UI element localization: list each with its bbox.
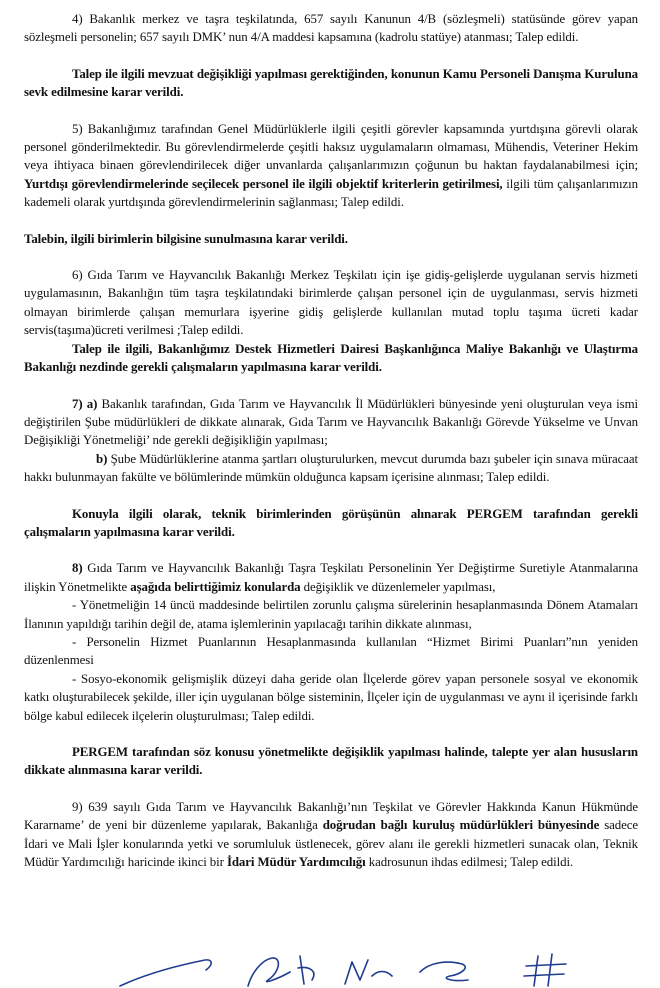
document-page — [24, 10, 638, 871]
item-9-bold-1: doğrudan bağlı kuruluş müdürlükleri bünyesinde — [322, 818, 600, 833]
signature-5 — [524, 954, 566, 986]
item-8-decision: PERGEM tarafından söz konusu yönetmelikte değişiklik yapılması halinde, talepte yer alan hususların dikkate alınmasına karar verildi. — [24, 745, 638, 778]
item-9-text-after: kadrosunun ihdas edilmesi; Talep edildi. — [365, 855, 574, 870]
signature-4 — [420, 962, 468, 980]
item-8-bullet: - Yönetmeliğin 14 üncü maddesinde belirtilen zorunlu çalışma sürelerinin hesaplanmasında Dönem Atamaları İlanının yapıldığı tarihin değil de, atama işlemlerinin yapılacağı tarihin dikkate alınması, — [24, 598, 638, 631]
item-8-intro-bold: aşağıda belirttiğimiz konularda — [130, 579, 301, 594]
item-9-bold-2: İdari Müdür Yardımcılığı — [226, 855, 366, 870]
item-9-text-before: 9) 639 sayılı Gıda Tarım ve Hayvancılık Bakanlığı’nın Teşkilat ve Görevler Hakkında Kanun Hükmünde Kararname’ de yeni bir düzenleme yapılarak, Bakanlığa — [24, 799, 638, 833]
item-6-request: 6) Gıda Tarım ve Hayvancılık Bakanlığı Merkez Teşkilatı için işe gidiş-gelişlerde uygulanan servis hizmeti uygulamasının, Bakanlığın tüm taşra teşkilatındaki birimlerde çalışan personel için de uygulanması, servis hizmeti olmayan birimlerde çalışan memurlara işyerine gidiş gelişlerde kullanılan mutad toplu taşıma ücreti kadar servis(taşıma)ücreti verilmesi ;Talep edildi. — [24, 268, 638, 338]
signature-2 — [248, 956, 314, 986]
item-6-decision: Talep ile ilgili, Bakanlığımız Destek Hizmetleri Dairesi Başkanlığınca Maliye Bakanlığı ve Ulaştırma Bakanlığı nezdinde gerekli çalışmaların yapılmasına karar verildi. — [24, 341, 638, 375]
item-5-decision: Talebin, ilgili birimlerin bilgisine sunulmasına karar verildi. — [24, 231, 348, 246]
item-8-intro — [24, 559, 638, 596]
item-7b-text: Şube Müdürlüklerine atanma şartları oluşturulurken, mevcut durumda bazı şubeler için sınava müracaat hakkı bulunmayan fakülte ve bölümlerinde mümkün olduğunca kapsam içerisine alınması; Talep edildi. — [24, 451, 638, 485]
item-9-text-mid: sadece İdari ve Mali İşler konularında yetki ve sorumluluk üstlenecek, görev alanı ile gerekli hizmetleri sunacak olan, Teknik Müdür Yardımcılığı haricinde ikinci bir — [24, 818, 638, 870]
item-7b-request — [24, 450, 638, 487]
item-8-intro-before: Gıda Tarım ve Hayvancılık Bakanlığı Taşra Teşkilatı Personelinin Yer Değiştirme Suretiyle Atanmalarına ilişkin Yönetmelikte — [24, 561, 638, 594]
item-8-label: 8) — [72, 561, 83, 576]
item-5-text-after: ilgili tüm çalışanlarımızın kademeli olarak yurtdışında görevlendirmelerinin sağlanması; Talep edildi. — [24, 176, 638, 210]
item-7-decision: Konuyla ilgili olarak, teknik birimlerinden görüşünün alınarak PERGEM tarafından gerekli çalışmaların yapılmasına karar verildi. — [24, 506, 638, 539]
item-8-bullet: - Sosyo-ekonomik gelişmişlik düzeyi daha geride olan İlçelerde görev yapan personele sosyal ve ekonomik katkı oluşturabilecek şekilde, iller için uygulanan bölge sisteminin, İlçeler için de uygulanması ve aynı il içerisinde farklı bölge kabul edilecek ilçelerin oluşturulması; Talep edildi. — [24, 671, 638, 723]
item-9-request — [24, 798, 638, 872]
item-4-request: 4) Bakanlık merkez ve taşra teşkilatında, 657 sayılı Kanunun 4/B (sözleşmeli) statüsünde görev yapan sözleşmeli personelin; 657 sayılı DMK’ nun 4/A maddesi kapsamına (kadrolu statüye) atanması; Talep edildi. — [24, 12, 638, 45]
item-5-text-bold: Yurtdışı görevlendirmelerinde seçilecek personel ile ilgili objektif kriterlerin getirilmesi, — [24, 176, 503, 191]
item-4-decision: Talep ile ilgili mevzuat değişikliği yapılması gerektiğinden, konunun Kamu Personeli Danışma Kuruluna sevk edilmesine karar verildi. — [24, 66, 638, 100]
item-7a-label: 7) a) — [72, 396, 98, 411]
item-7a-request — [24, 395, 638, 450]
signatures — [0, 950, 660, 988]
item-8-intro-after: değişiklik ve düzenlemeler yapılması, — [300, 579, 496, 594]
signature-1 — [120, 960, 211, 986]
item-7b-label: b) — [96, 451, 108, 466]
item-8-bullet: - Personelin Hizmet Puanlarının Hesaplanmasında kullanılan “Hizmet Birimi Puanları”nın yeniden düzenlenmesi — [24, 634, 638, 668]
signature-3 — [345, 960, 392, 984]
item-5-text-before: 5) Bakanlığımız tarafından Genel Müdürlüklerle ilgili çeşitli görevler kapsamında yurtdışına görevli olarak personel gönderilmektedir. Bu görevlendirmelerde çeşitli haksız uygulamaların olmaması, Mühendis, Veteriner Hekim veya ihtiyaca binaen görevlendirilecek diğer unvanlarda çalışanlarımızın çoğunun bu haktan faydalanabilmesi için; — [24, 121, 638, 173]
item-7a-text: Bakanlık tarafından, Gıda Tarım ve Hayvancılık İl Müdürlükleri bünyesinde yeni oluşturulan veya ismi değiştirilen Şube müdürlükleri de dikkate alınarak, Gıda Tarım ve Hayvancılık Bakanlığı Görevde Yükselme ve Unvan Değişikliği Yönetmeliği’ nde gerekli değişikliğin yapılması; — [24, 396, 638, 448]
item-5-request — [24, 120, 638, 212]
